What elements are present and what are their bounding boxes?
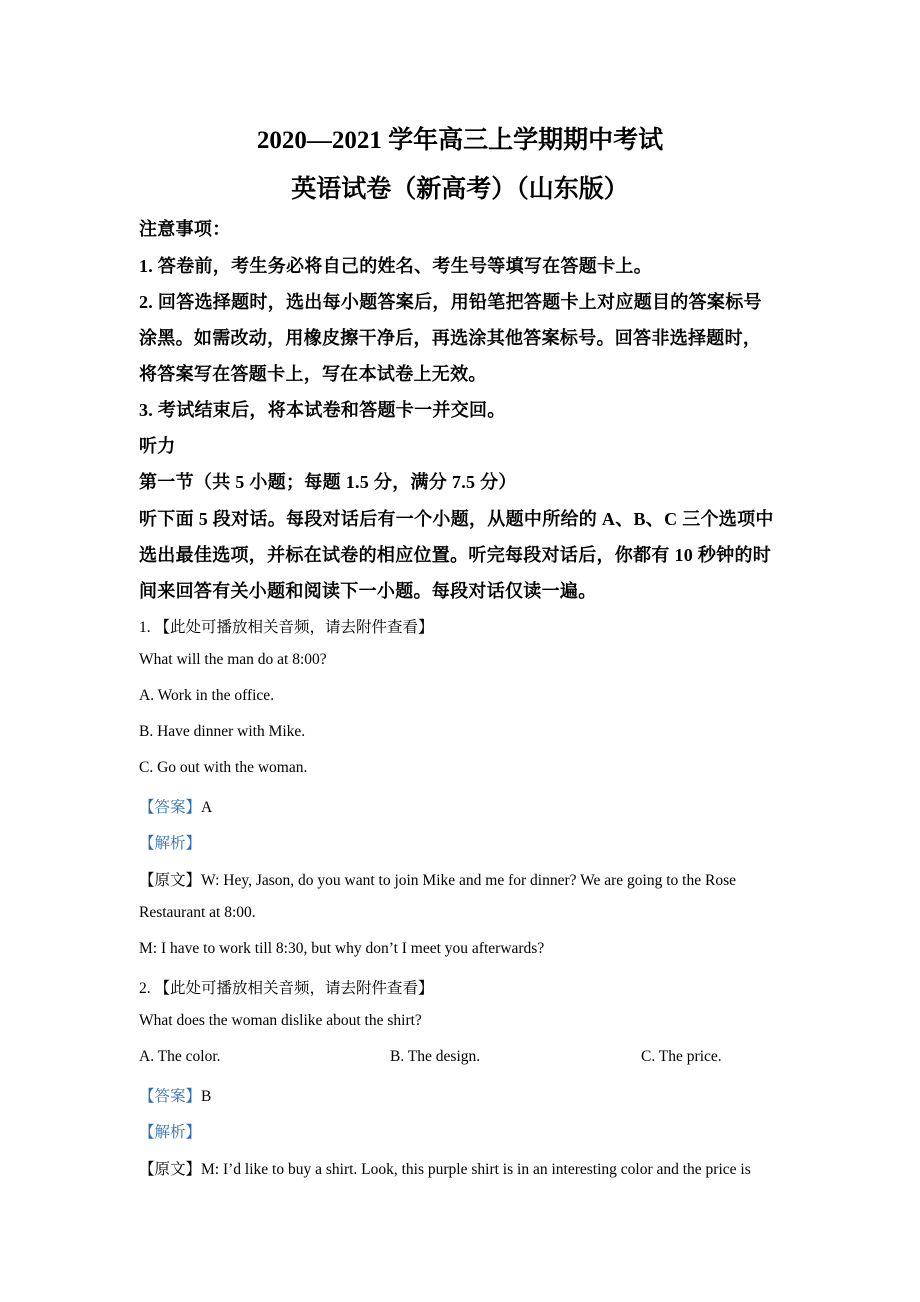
notice-item: 2. 回答选择题时，选出每小题答案后，用铅笔把答题卡上对应题目的答案标号: [139, 292, 762, 312]
section-name: 听力: [139, 436, 176, 456]
answer-value: A: [201, 799, 213, 816]
section-part: 第一节（共 5 小题；每题 1.5 分，满分 7.5 分）: [139, 472, 517, 492]
original-label: 【原文】: [139, 1161, 202, 1178]
audio-note: 2. 【此处可播放相关音频，请去附件查看】: [139, 980, 434, 997]
analysis-label: 【解析】: [139, 1124, 202, 1141]
section-instructions: 间来回答有关小题和阅读下一小题。每段对话仅读一遍。: [139, 581, 597, 601]
answer-value: B: [201, 1088, 212, 1105]
option-b: B. The design.: [390, 1048, 481, 1065]
answer-label: 【答案】: [139, 1088, 202, 1105]
option-b: B. Have dinner with Mike.: [139, 723, 306, 740]
title-line-2: 英语试卷（新高考）（山东版）: [291, 176, 629, 203]
option-a: A. Work in the office.: [139, 687, 275, 704]
section-instructions: 选出最佳选项，并标在试卷的相应位置。听完每段对话后，你都有 10 秒钟的时: [139, 545, 772, 565]
section-instructions: 听下面 5 段对话。每段对话后有一个小题，从题中所给的 A、B、C 三个选项中: [139, 509, 774, 529]
notice-heading: 注意事项：: [139, 219, 231, 239]
transcript-row: [139, 868, 736, 890]
original-label: 【原文】: [139, 872, 202, 889]
transcript-line: W: Hey, Jason, do you want to join Mike and me for dinner? We are going to the Rose: [201, 872, 736, 889]
notice-item: 1. 答卷前，考生务必将自己的姓名、考生号等填写在答题卡上。: [139, 256, 652, 276]
answer-row: [139, 1084, 211, 1106]
transcript-row: [139, 1157, 751, 1179]
option-a: A. The color.: [139, 1048, 221, 1065]
notice-item: 3. 考试结束后，将本试卷和答题卡一并交回。: [139, 400, 506, 420]
question-text: What will the man do at 8:00?: [139, 651, 327, 668]
analysis-label: 【解析】: [139, 835, 202, 852]
transcript-line: M: I’d like to buy a shirt. Look, this purple shirt is in an interesting color and the price is: [201, 1161, 751, 1178]
transcript-line: Restaurant at 8:00.: [139, 904, 256, 921]
notice-item: 涂黑。如需改动，用橡皮擦干净后，再选涂其他答案标号。回答非选择题时，: [139, 328, 762, 348]
audio-note: 1. 【此处可播放相关音频，请去附件查看】: [139, 619, 434, 636]
transcript-line: M: I have to work till 8:30, but why don’t I meet you afterwards?: [139, 940, 545, 957]
answer-row: [139, 795, 212, 817]
question-text: What does the woman dislike about the shirt?: [139, 1012, 422, 1029]
option-c: C. The price.: [641, 1048, 722, 1065]
notice-item: 将答案写在答题卡上，写在本试卷上无效。: [139, 364, 487, 384]
answer-label: 【答案】: [139, 799, 202, 816]
title-line-1: 2020—2021 学年高三上学期期中考试: [256, 127, 664, 154]
option-c: C. Go out with the woman.: [139, 759, 308, 776]
